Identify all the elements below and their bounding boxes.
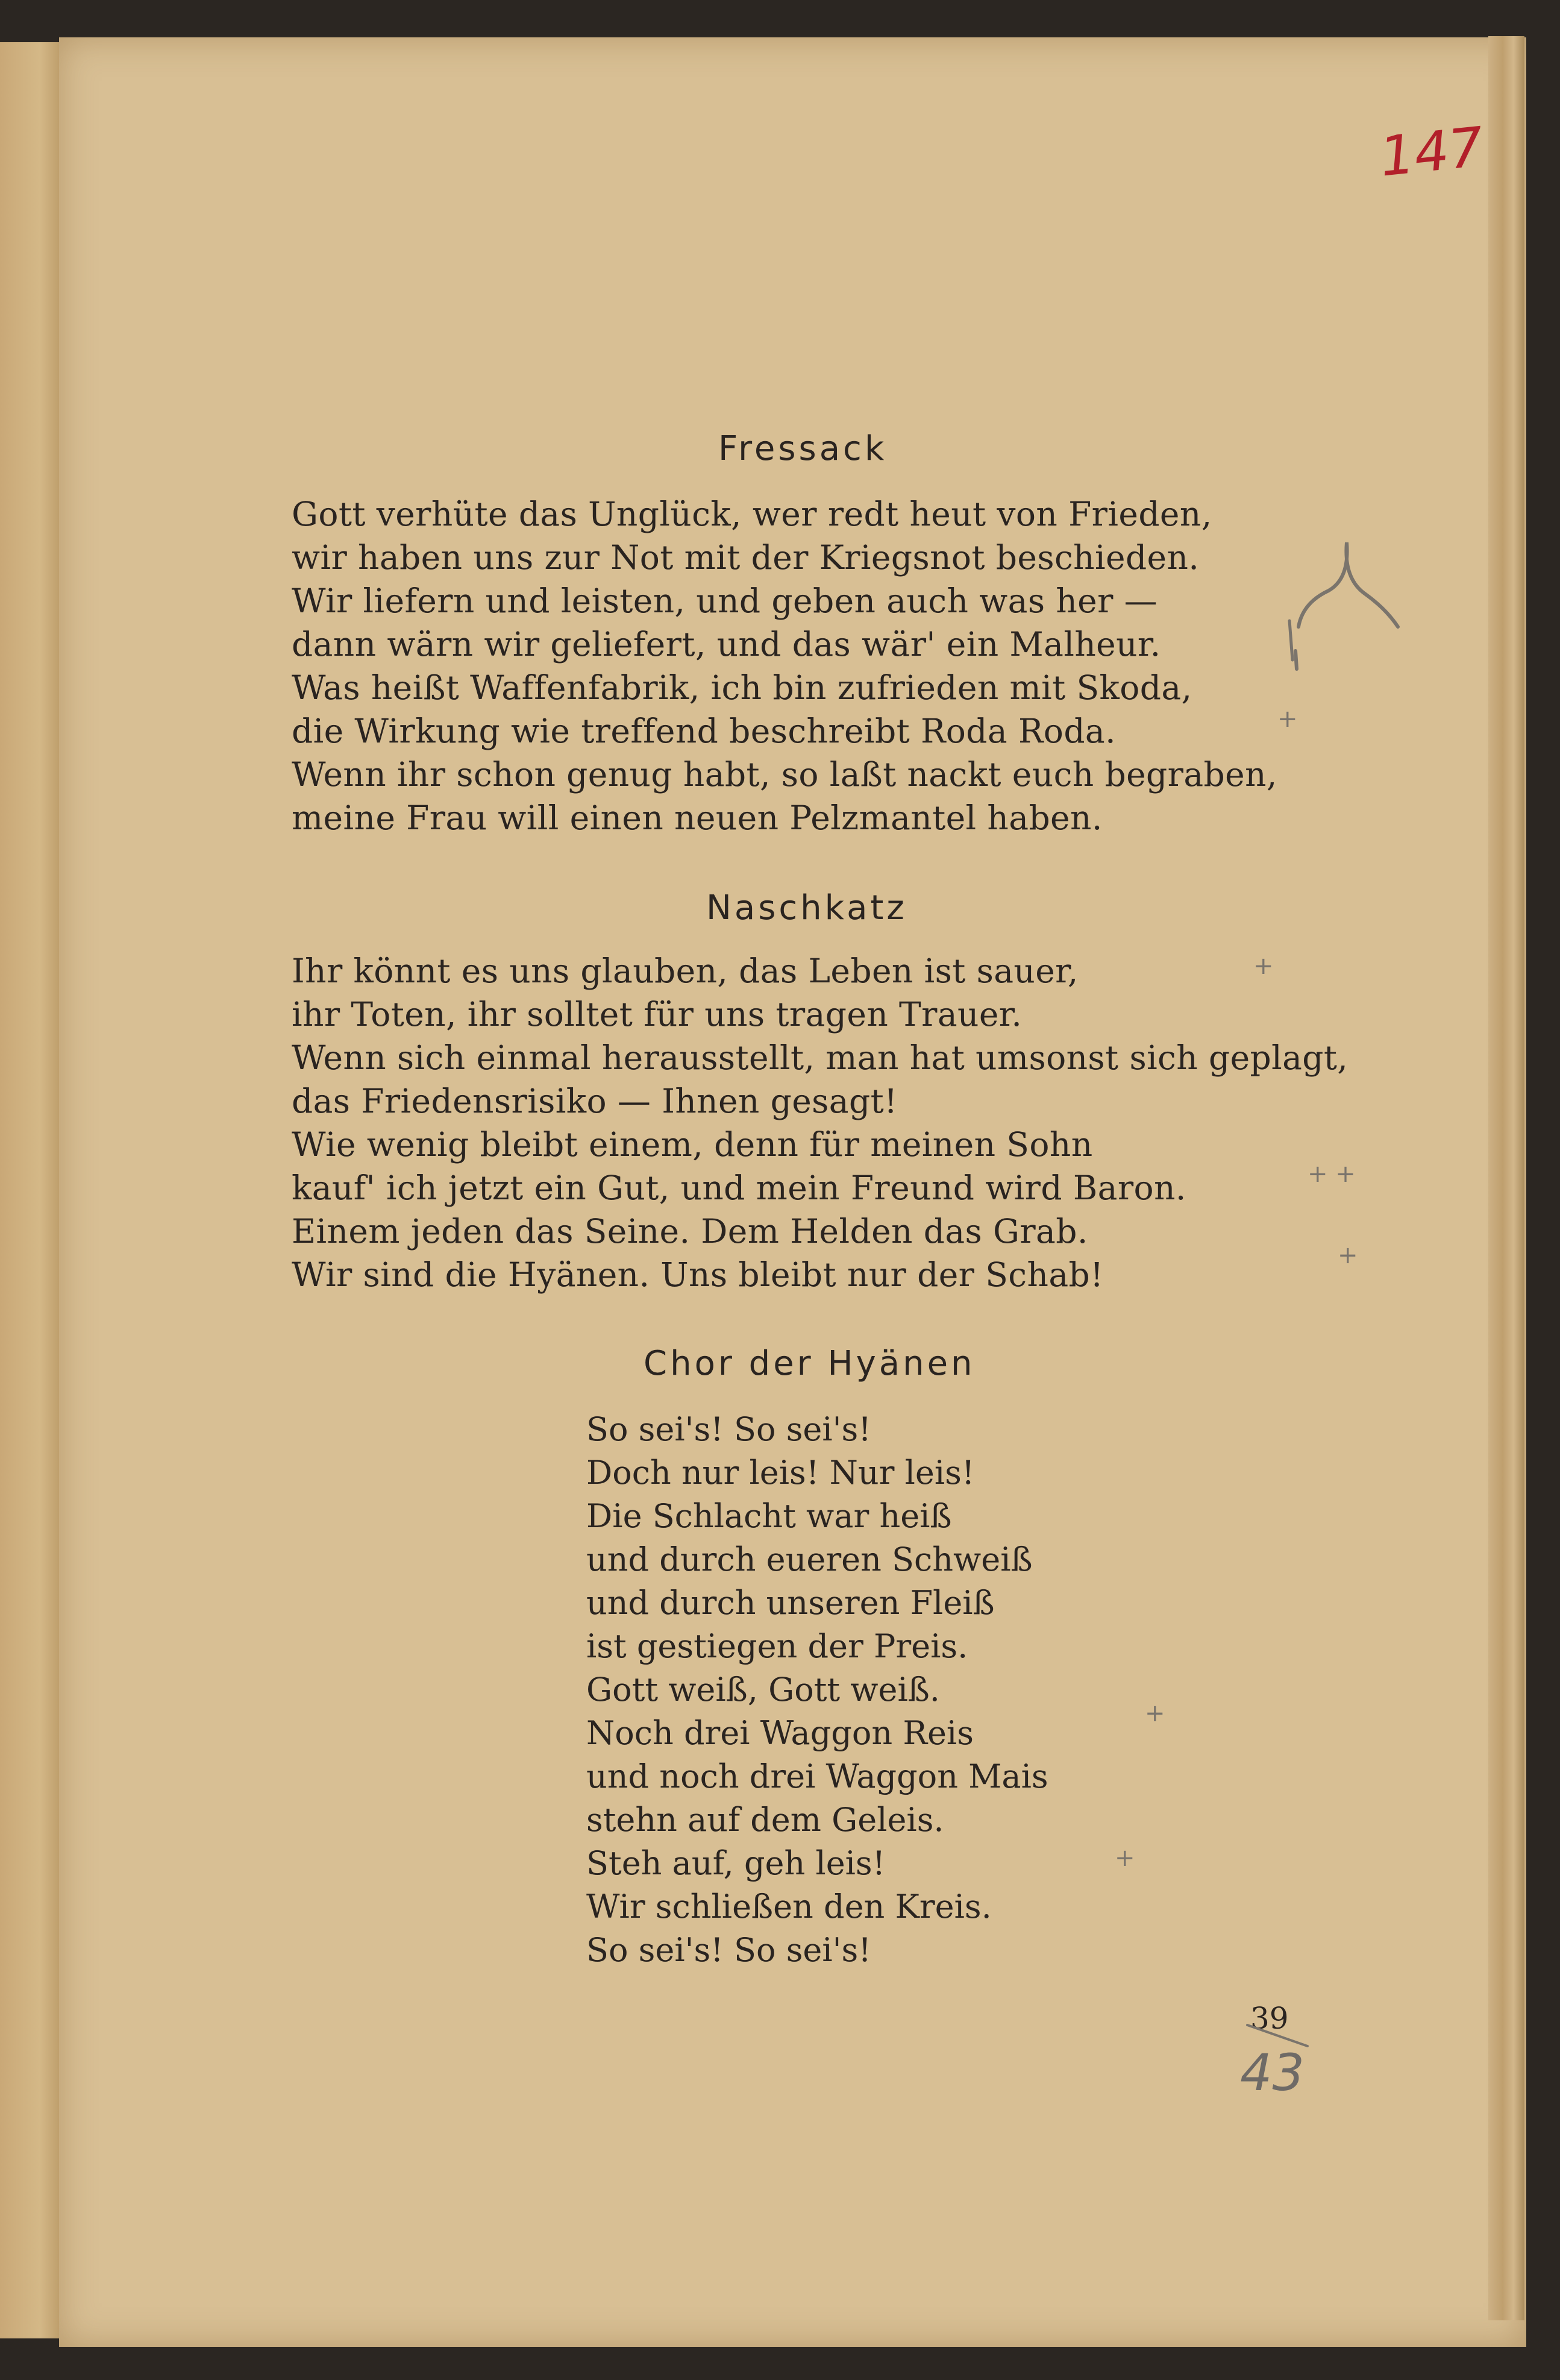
verse-line: und noch drei Waggon Mais xyxy=(586,1757,1048,1795)
verse-line: die Wirkung wie treffend beschreibt Roda Roda. xyxy=(292,712,1116,750)
pencil-plus-mark: + xyxy=(1253,952,1274,980)
verse-line: stehn auf dem Geleis. xyxy=(586,1801,944,1839)
pencil-plus-mark: + xyxy=(1277,705,1298,733)
pencil-plus-mark: + xyxy=(1338,1242,1358,1269)
verse-line: Die Schlacht war heiß xyxy=(586,1497,952,1535)
verse-line: ihr Toten, ihr solltet für uns tragen Trauer. xyxy=(292,995,1023,1034)
verse-line: Wir sind die Hyänen. Uns bleibt nur der Schab! xyxy=(292,1255,1104,1294)
stanza-naschkatz xyxy=(292,949,1348,1296)
page-stack-edge xyxy=(1488,36,1524,2320)
verse-line: Gott weiß, Gott weiß. xyxy=(586,1671,940,1709)
handwritten-red-folio: 147 xyxy=(1376,115,1486,189)
verse-line: Einem jeden das Seine. Dem Helden das Grab. xyxy=(292,1212,1088,1251)
verse-line: Wir liefern und leisten, und geben auch was her — xyxy=(292,582,1158,620)
verse-line: dann wärn wir geliefert, und das wär' ein Malheur. xyxy=(292,625,1161,664)
section-title-naschkatz: Naschkatz xyxy=(706,888,907,928)
printed-page-number: 39 xyxy=(1250,2001,1289,2036)
verse-line: So sei's! So sei's! xyxy=(586,1931,871,1969)
verse-line: und durch eueren Schweiß xyxy=(586,1540,1033,1578)
verse-line: Wie wenig bleibt einem, denn für meinen Sohn xyxy=(292,1125,1093,1164)
pencil-plus-mark: + xyxy=(1115,1844,1135,1872)
verse-line: das Friedensrisiko — Ihnen gesagt! xyxy=(292,1082,898,1120)
previous-page-edge xyxy=(0,42,66,2338)
verse-line: Doch nur leis! Nur leis! xyxy=(586,1454,975,1492)
pencil-plus-mark: + + xyxy=(1308,1160,1356,1188)
verse-line: ist gestiegen der Preis. xyxy=(586,1627,968,1665)
verse-line: Noch drei Waggon Reis xyxy=(586,1714,974,1752)
handwritten-pencil-folio: 43 xyxy=(1240,2043,1305,2102)
pencil-plus-mark: + xyxy=(1145,1700,1165,1727)
verse-line: Ihr könnt es uns glauben, das Leben ist sauer, xyxy=(292,952,1079,990)
verse-line: Wenn ihr schon genug habt, so laßt nackt euch begraben, xyxy=(292,755,1277,794)
section-title-chor-der-hyaenen: Chor der Hyänen xyxy=(644,1344,976,1383)
verse-line: meine Frau will einen neuen Pelzmantel haben. xyxy=(292,799,1103,837)
stanza-fressack xyxy=(292,492,1277,840)
verse-line: Wir schließen den Kreis. xyxy=(586,1888,992,1926)
verse-line: wir haben uns zur Not mit der Kriegsnot beschieden. xyxy=(292,538,1200,577)
verse-line: Steh auf, geh leis! xyxy=(586,1844,886,1882)
verse-line: Gott verhüte das Unglück, wer redt heut von Frieden, xyxy=(292,495,1212,533)
verse-line: So sei's! So sei's! xyxy=(586,1410,871,1448)
verse-line: kauf' ich jetzt ein Gut, und mein Freund wird Baron. xyxy=(292,1169,1186,1207)
verse-line: und durch unseren Fleiß xyxy=(586,1584,995,1622)
stanza-chor-der-hyaenen xyxy=(586,1408,1048,1972)
verse-line: Wenn sich einmal herausstellt, man hat umsonst sich geplagt, xyxy=(292,1038,1349,1077)
section-title-fressack: Fressack xyxy=(718,429,888,468)
verse-line: Was heißt Waffenfabrik, ich bin zufrieden mit Skoda, xyxy=(292,668,1192,707)
